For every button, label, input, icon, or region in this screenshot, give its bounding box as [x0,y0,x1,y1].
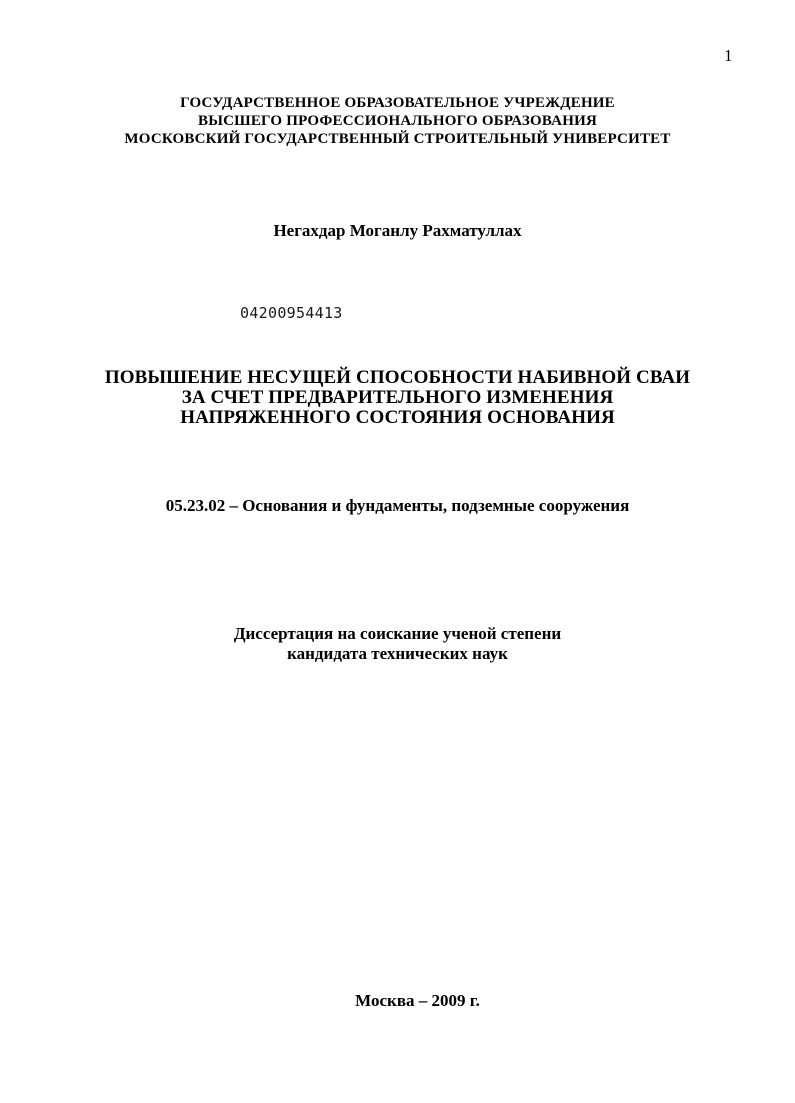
title-line: НАПРЯЖЕННОГО СОСТОЯНИЯ ОСНОВАНИЯ [180,407,615,428]
registration-code: 04200954413 [240,304,343,322]
title-line: ЗА СЧЕТ ПРЕДВАРИТЕЛЬНОГО ИЗМЕНЕНИЯ [181,387,614,408]
institution-line: МОСКОВСКИЙ ГОСУДАРСТВЕННЫЙ СТРОИТЕЛЬНЫЙ УНИВЕРСИТЕТ [124,131,671,147]
title-line: ПОВЫШЕНИЕ НЕСУЩЕЙ СПОСОБНОСТИ НАБИВНОЙ СВАИ [104,367,691,388]
dissertation-title [0,368,795,428]
page-number: 1 [724,46,733,65]
degree-statement [0,624,795,664]
degree-line: кандидата технических наук [287,644,508,663]
city-year: Москва – 2009 г. [355,991,480,1010]
specialty-code: 05.23.02 – Основания и фундаменты, подземные сооружения [165,496,630,515]
author-name: Негахдар Моганлу Рахматуллах [273,221,522,240]
institution-line: ГОСУДАРСТВЕННОЕ ОБРАЗОВАТЕЛЬНОЕ УЧРЕЖДЕНИЕ [180,95,615,111]
degree-line: Диссертация на соискание ученой степени [233,624,562,643]
institution-line: ВЫСШЕГО ПРОФЕССИОНАЛЬНОГО ОБРАЗОВАНИЯ [198,113,597,129]
institution-header [0,94,795,148]
